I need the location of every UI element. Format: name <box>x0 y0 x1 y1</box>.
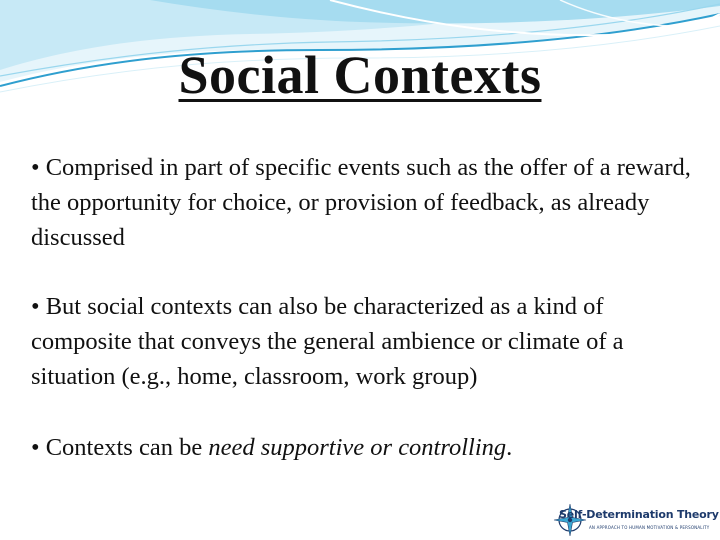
logo-name: Self-Determination Theory <box>559 508 719 521</box>
bullet-text: Contexts can be <box>45 434 209 461</box>
bullet-list <box>31 150 701 465</box>
bullet-emphasis: need supportive <box>208 434 365 461</box>
bullet-emphasis: controlling <box>398 434 507 461</box>
bullet-marker: • <box>31 154 40 181</box>
bullet-text: . <box>506 434 513 461</box>
bullet-text: Comprised in part of specific events such as the offer of a reward, the opportunity for choice, or provision of feedback, as already discussed <box>31 154 691 251</box>
logo-tagline: AN APPROACH TO HUMAN MOTIVATION & PERSONALITY <box>589 525 710 530</box>
sdt-logo <box>553 500 720 540</box>
bullet-marker: • <box>31 293 40 320</box>
bullet-text: or <box>364 434 399 461</box>
bullet-marker: • <box>31 434 40 461</box>
bullet-item <box>31 150 701 255</box>
bullet-text: But social contexts can also be characterized as a kind of composite that conveys the general ambience or climate of a situation (e.g., home, classroom, work group) <box>31 293 624 390</box>
bullet-item <box>31 430 701 465</box>
slide-title: Social Contexts <box>178 45 542 105</box>
bullet-item <box>31 289 701 394</box>
